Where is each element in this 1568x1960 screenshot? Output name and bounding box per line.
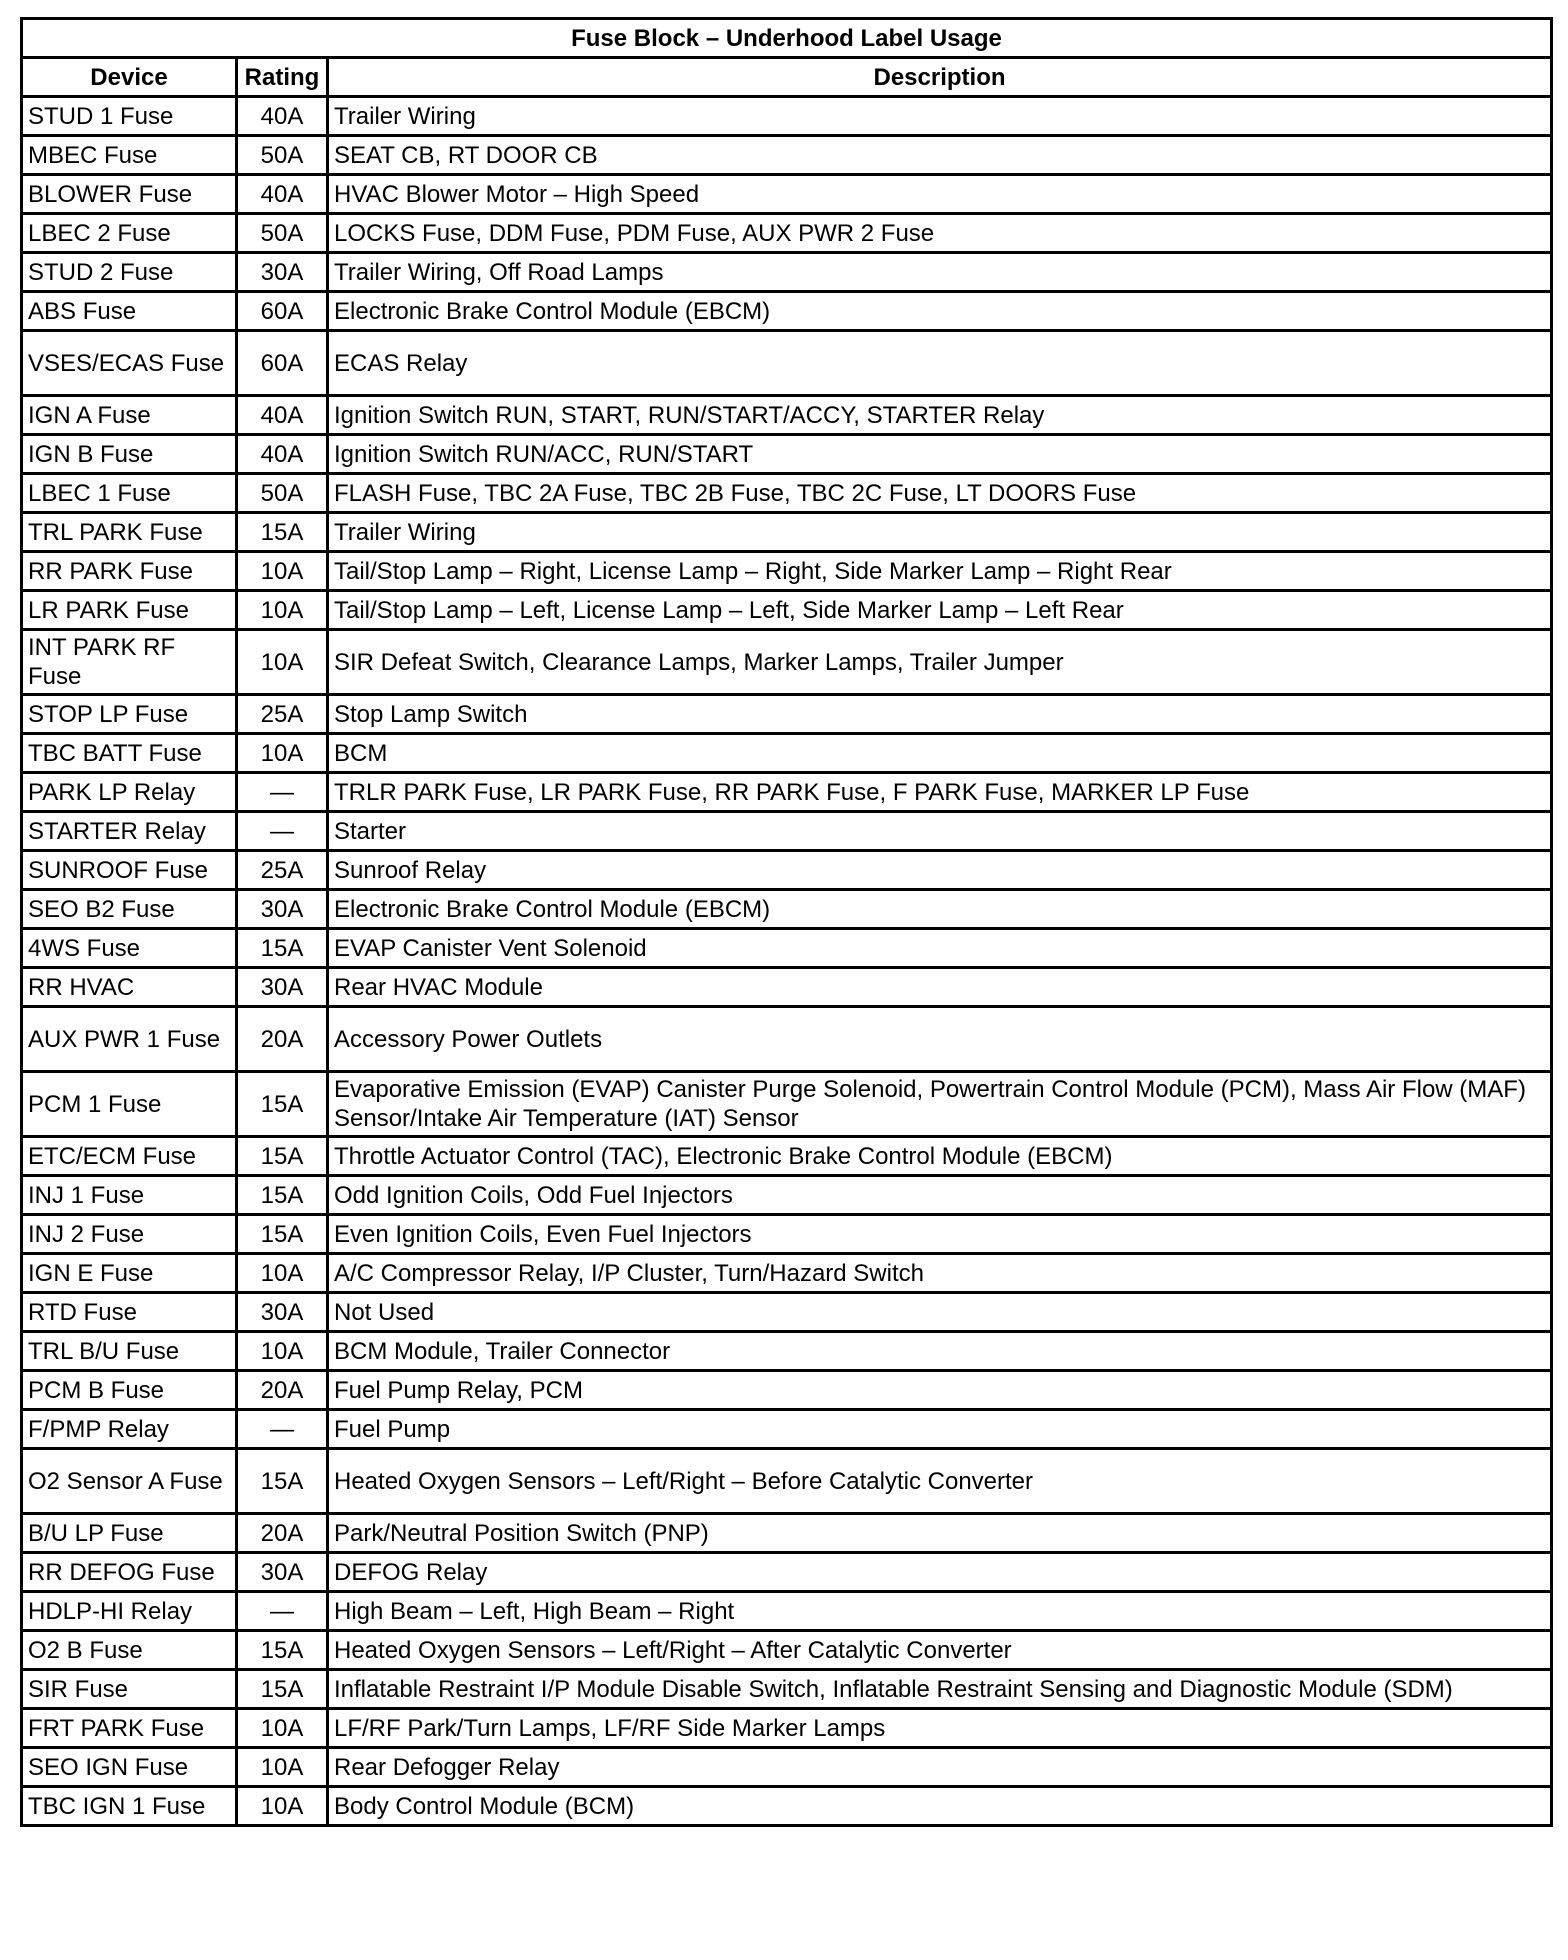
rating-cell: 25A [237, 851, 328, 890]
description-cell: TRLR PARK Fuse, LR PARK Fuse, RR PARK Fuse, F PARK Fuse, MARKER LP Fuse [328, 773, 1552, 812]
table-row [22, 435, 1552, 474]
description-cell: Fuel Pump [328, 1410, 1552, 1449]
table-row [22, 175, 1552, 214]
description-cell: LOCKS Fuse, DDM Fuse, PDM Fuse, AUX PWR 2 Fuse [328, 214, 1552, 253]
rating-cell: 30A [237, 1293, 328, 1332]
device-cell: LBEC 2 Fuse [22, 214, 237, 253]
device-cell: RR PARK Fuse [22, 552, 237, 591]
description-cell: Evaporative Emission (EVAP) Canister Purge Solenoid, Powertrain Control Module (PCM), Mass Air Flow (MAF) Sensor/Intake Air Temperature (IAT) Sensor [328, 1072, 1552, 1137]
description-cell: Rear HVAC Module [328, 968, 1552, 1007]
description-cell: Rear Defogger Relay [328, 1748, 1552, 1787]
description-cell: Heated Oxygen Sensors – Left/Right – Before Catalytic Converter [328, 1449, 1552, 1514]
device-cell: SIR Fuse [22, 1670, 237, 1709]
description-cell: Accessory Power Outlets [328, 1007, 1552, 1072]
description-cell: Starter [328, 812, 1552, 851]
description-cell: Not Used [328, 1293, 1552, 1332]
rating-cell: — [237, 1592, 328, 1631]
device-cell: MBEC Fuse [22, 136, 237, 175]
table-row [22, 292, 1552, 331]
table-row [22, 1748, 1552, 1787]
rating-cell: 40A [237, 435, 328, 474]
description-cell: Fuel Pump Relay, PCM [328, 1371, 1552, 1410]
description-cell: Sunroof Relay [328, 851, 1552, 890]
table-row [22, 773, 1552, 812]
rating-cell: — [237, 773, 328, 812]
device-cell: INJ 1 Fuse [22, 1176, 237, 1215]
table-row [22, 1592, 1552, 1631]
table-row [22, 331, 1552, 396]
description-cell: HVAC Blower Motor – High Speed [328, 175, 1552, 214]
description-cell: Tail/Stop Lamp – Right, License Lamp – Right, Side Marker Lamp – Right Rear [328, 552, 1552, 591]
table-row [22, 1007, 1552, 1072]
table-row [22, 1670, 1552, 1709]
table-row [22, 552, 1552, 591]
device-cell: AUX PWR 1 Fuse [22, 1007, 237, 1072]
rating-cell: 15A [237, 1631, 328, 1670]
device-cell: IGN E Fuse [22, 1254, 237, 1293]
description-cell: Ignition Switch RUN, START, RUN/START/ACCY, STARTER Relay [328, 396, 1552, 435]
device-cell: PARK LP Relay [22, 773, 237, 812]
description-cell: Throttle Actuator Control (TAC), Electronic Brake Control Module (EBCM) [328, 1137, 1552, 1176]
device-cell: TBC IGN 1 Fuse [22, 1787, 237, 1826]
rating-cell: 10A [237, 734, 328, 773]
rating-cell: 15A [237, 929, 328, 968]
table-row [22, 1371, 1552, 1410]
rating-cell: 15A [237, 1670, 328, 1709]
table-row [22, 1709, 1552, 1748]
table-row [22, 630, 1552, 695]
table-row [22, 513, 1552, 552]
table-row [22, 1137, 1552, 1176]
rating-cell: 15A [237, 1215, 328, 1254]
table-row [22, 929, 1552, 968]
device-cell: STUD 2 Fuse [22, 253, 237, 292]
device-cell: B/U LP Fuse [22, 1514, 237, 1553]
description-cell: Trailer Wiring, Off Road Lamps [328, 253, 1552, 292]
table-row [22, 1449, 1552, 1514]
device-cell: BLOWER Fuse [22, 175, 237, 214]
rating-cell: — [237, 1410, 328, 1449]
device-cell: PCM B Fuse [22, 1371, 237, 1410]
table-row [22, 1553, 1552, 1592]
description-cell: Trailer Wiring [328, 97, 1552, 136]
device-cell: F/PMP Relay [22, 1410, 237, 1449]
table-row [22, 1514, 1552, 1553]
table-row [22, 1215, 1552, 1254]
device-cell: RTD Fuse [22, 1293, 237, 1332]
rating-cell: 10A [237, 552, 328, 591]
fuse-usage-table [20, 17, 1553, 1827]
device-cell: STARTER Relay [22, 812, 237, 851]
device-cell: SEO B2 Fuse [22, 890, 237, 929]
device-cell: FRT PARK Fuse [22, 1709, 237, 1748]
device-cell: TBC BATT Fuse [22, 734, 237, 773]
description-cell: Trailer Wiring [328, 513, 1552, 552]
description-cell: DEFOG Relay [328, 1553, 1552, 1592]
description-cell: Tail/Stop Lamp – Left, License Lamp – Left, Side Marker Lamp – Left Rear [328, 591, 1552, 630]
table-row [22, 851, 1552, 890]
table-row [22, 474, 1552, 513]
description-cell: LF/RF Park/Turn Lamps, LF/RF Side Marker Lamps [328, 1709, 1552, 1748]
rating-cell: 10A [237, 1709, 328, 1748]
device-cell: O2 Sensor A Fuse [22, 1449, 237, 1514]
table-title: Fuse Block – Underhood Label Usage [22, 19, 1552, 58]
rating-cell: 10A [237, 1332, 328, 1371]
device-cell: O2 B Fuse [22, 1631, 237, 1670]
device-cell: HDLP-HI Relay [22, 1592, 237, 1631]
rating-cell: 15A [237, 1176, 328, 1215]
description-cell: SEAT CB, RT DOOR CB [328, 136, 1552, 175]
device-cell: ETC/ECM Fuse [22, 1137, 237, 1176]
table-row [22, 695, 1552, 734]
rating-cell: 50A [237, 136, 328, 175]
device-cell: ABS Fuse [22, 292, 237, 331]
table-row [22, 890, 1552, 929]
table-row [22, 591, 1552, 630]
device-cell: PCM 1 Fuse [22, 1072, 237, 1137]
rating-cell: 30A [237, 968, 328, 1007]
table-row [22, 1254, 1552, 1293]
device-cell: INJ 2 Fuse [22, 1215, 237, 1254]
rating-cell: 50A [237, 474, 328, 513]
table-row [22, 734, 1552, 773]
description-cell: Electronic Brake Control Module (EBCM) [328, 292, 1552, 331]
device-cell: 4WS Fuse [22, 929, 237, 968]
rating-cell: 25A [237, 695, 328, 734]
device-cell: SEO IGN Fuse [22, 1748, 237, 1787]
rating-cell: 20A [237, 1007, 328, 1072]
description-cell: BCM [328, 734, 1552, 773]
rating-cell: 10A [237, 591, 328, 630]
device-cell: TRL B/U Fuse [22, 1332, 237, 1371]
device-cell: RR DEFOG Fuse [22, 1553, 237, 1592]
description-cell: Stop Lamp Switch [328, 695, 1552, 734]
table-row [22, 1787, 1552, 1826]
table-row [22, 214, 1552, 253]
device-cell: IGN A Fuse [22, 396, 237, 435]
description-cell: Electronic Brake Control Module (EBCM) [328, 890, 1552, 929]
table-row [22, 97, 1552, 136]
table-row [22, 1072, 1552, 1137]
device-cell: TRL PARK Fuse [22, 513, 237, 552]
table-body [22, 97, 1552, 1826]
description-cell: Park/Neutral Position Switch (PNP) [328, 1514, 1552, 1553]
table-row [22, 1176, 1552, 1215]
table-row [22, 812, 1552, 851]
device-cell: INT PARK RF Fuse [22, 630, 237, 695]
description-cell: Ignition Switch RUN/ACC, RUN/START [328, 435, 1552, 474]
description-cell: Inflatable Restraint I/P Module Disable Switch, Inflatable Restraint Sensing and Diagnostic Module (SDM) [328, 1670, 1552, 1709]
rating-cell: 10A [237, 630, 328, 695]
rating-cell: 15A [237, 1137, 328, 1176]
device-cell: VSES/ECAS Fuse [22, 331, 237, 396]
rating-cell: 30A [237, 253, 328, 292]
column-header-rating: Rating [237, 58, 328, 97]
table-row [22, 253, 1552, 292]
table-row [22, 1293, 1552, 1332]
rating-cell: 15A [237, 513, 328, 552]
description-cell: EVAP Canister Vent Solenoid [328, 929, 1552, 968]
description-cell: Odd Ignition Coils, Odd Fuel Injectors [328, 1176, 1552, 1215]
table-row [22, 396, 1552, 435]
description-cell: SIR Defeat Switch, Clearance Lamps, Marker Lamps, Trailer Jumper [328, 630, 1552, 695]
device-cell: IGN B Fuse [22, 435, 237, 474]
table-row [22, 968, 1552, 1007]
rating-cell: 15A [237, 1449, 328, 1514]
rating-cell: 40A [237, 97, 328, 136]
rating-cell: 10A [237, 1748, 328, 1787]
table-row [22, 136, 1552, 175]
rating-cell: 60A [237, 292, 328, 331]
rating-cell: 60A [237, 331, 328, 396]
rating-cell: 20A [237, 1514, 328, 1553]
description-cell: FLASH Fuse, TBC 2A Fuse, TBC 2B Fuse, TBC 2C Fuse, LT DOORS Fuse [328, 474, 1552, 513]
device-cell: STUD 1 Fuse [22, 97, 237, 136]
rating-cell: 15A [237, 1072, 328, 1137]
description-cell: A/C Compressor Relay, I/P Cluster, Turn/Hazard Switch [328, 1254, 1552, 1293]
device-cell: SUNROOF Fuse [22, 851, 237, 890]
rating-cell: 40A [237, 396, 328, 435]
description-cell: Heated Oxygen Sensors – Left/Right – After Catalytic Converter [328, 1631, 1552, 1670]
rating-cell: 50A [237, 214, 328, 253]
description-cell: Even Ignition Coils, Even Fuel Injectors [328, 1215, 1552, 1254]
table-row [22, 1631, 1552, 1670]
rating-cell: 40A [237, 175, 328, 214]
description-cell: BCM Module, Trailer Connector [328, 1332, 1552, 1371]
column-header-description: Description [328, 58, 1552, 97]
device-cell: LR PARK Fuse [22, 591, 237, 630]
table-row [22, 1410, 1552, 1449]
description-cell: High Beam – Left, High Beam – Right [328, 1592, 1552, 1631]
column-header-device: Device [22, 58, 237, 97]
rating-cell: 10A [237, 1787, 328, 1826]
device-cell: LBEC 1 Fuse [22, 474, 237, 513]
rating-cell: 20A [237, 1371, 328, 1410]
rating-cell: 30A [237, 890, 328, 929]
rating-cell: 10A [237, 1254, 328, 1293]
device-cell: RR HVAC [22, 968, 237, 1007]
rating-cell: — [237, 812, 328, 851]
table-row [22, 1332, 1552, 1371]
rating-cell: 30A [237, 1553, 328, 1592]
device-cell: STOP LP Fuse [22, 695, 237, 734]
description-cell: ECAS Relay [328, 331, 1552, 396]
description-cell: Body Control Module (BCM) [328, 1787, 1552, 1826]
